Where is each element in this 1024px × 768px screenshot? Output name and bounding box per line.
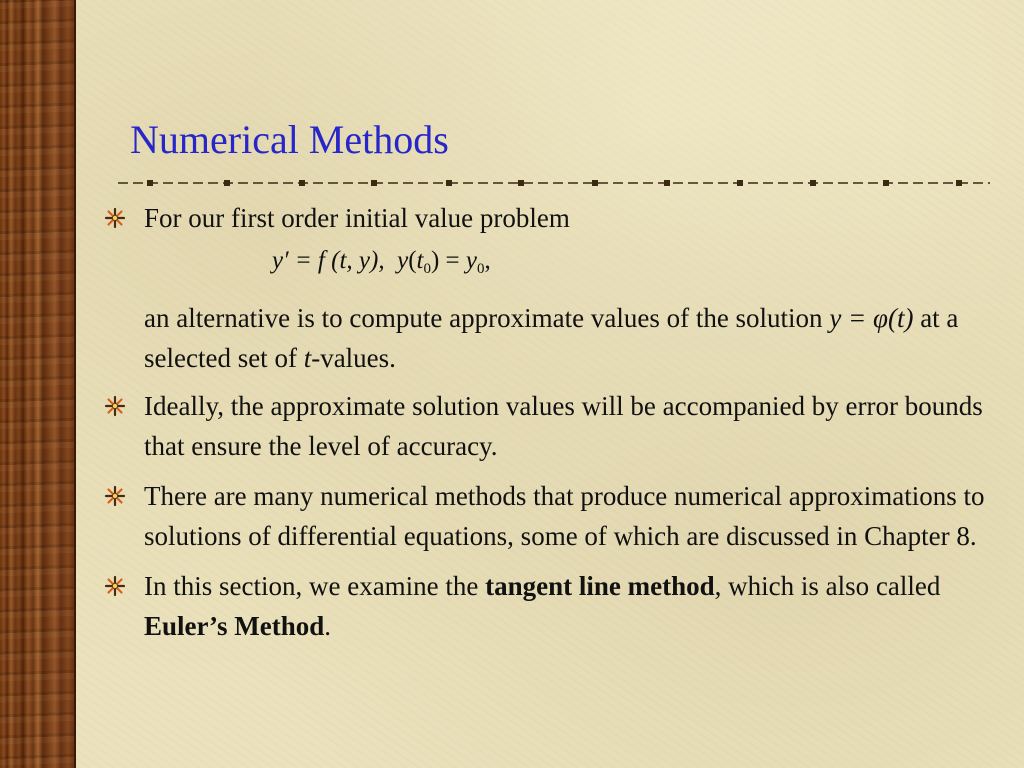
bullet-1-para-start: an alternative is to compute approximate values of the solution	[144, 303, 830, 333]
slide-title: Numerical Methods	[130, 117, 449, 162]
sparkle-bullet-icon	[104, 395, 126, 417]
bullet-1-para-end: -values.	[311, 343, 396, 373]
sparkle-bullet-icon	[104, 207, 126, 229]
eulers-method-term: Euler’s Method	[144, 611, 325, 641]
equation-ic-subscript: 0	[423, 261, 431, 277]
bullet-4-before: In this section, we examine the	[144, 571, 486, 601]
equation-ic-y: y	[397, 247, 409, 274]
bullet-item-numerical-methods	[104, 476, 1004, 556]
equation-ode: y′ = f (t, y),	[272, 247, 385, 274]
bullet-2-text: Ideally, the approximate solution values will be accompanied by error bounds that ensure the level of accuracy.	[144, 391, 983, 461]
bullet-item-euler	[104, 566, 1004, 646]
bullet-1-para-mid: at a selected set of	[144, 303, 959, 373]
bullet-4-middle: , which is also called	[714, 571, 941, 601]
bullet-4-text	[144, 566, 1004, 646]
bullet-3-text: There are many numerical methods that produce numerical approximations to solutions of differential equations, some of which are discussed in Chapter 8.	[144, 481, 985, 551]
sparkle-bullet-icon	[104, 575, 126, 597]
bullet-4-after: .	[324, 611, 331, 641]
equation-ic-rhs: y	[465, 247, 478, 274]
title-divider	[118, 176, 990, 190]
slide-content	[104, 198, 1004, 646]
bullet-1-paragraph	[144, 298, 1004, 378]
solution-expression: y = φ(t)	[829, 303, 914, 333]
sparkle-bullet-icon	[104, 485, 126, 507]
equation-tail: ,	[484, 247, 491, 274]
bullet-item-ivp	[104, 198, 1004, 378]
bullet-item-error-bounds	[104, 386, 1004, 466]
ivp-equation: y′ = f (t, y), $y(t_0) = y_0$,	[272, 247, 491, 277]
tangent-line-method-term: tangent line method	[485, 571, 715, 601]
equation-ic-rhs-subscript: 0	[477, 261, 485, 277]
bullet-1-intro: For our first order initial value problem	[144, 203, 570, 233]
equation-ic-t: t	[416, 247, 424, 274]
wood-border-decoration	[0, 0, 76, 768]
t-variable: t	[303, 343, 312, 373]
